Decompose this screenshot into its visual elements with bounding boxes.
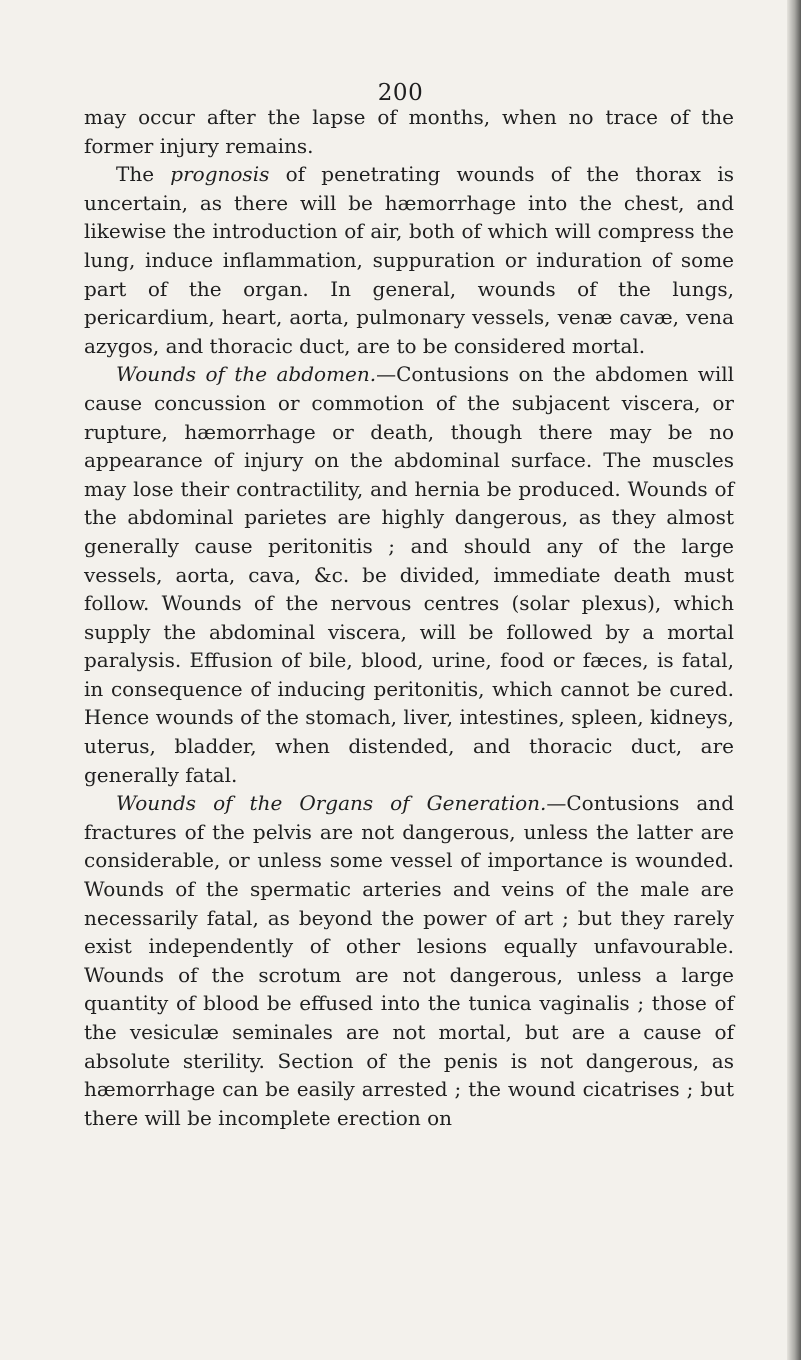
page-number: 200 <box>377 80 424 106</box>
paragraph-wounds-generation <box>84 789 734 1132</box>
paragraph-prognosis <box>84 160 734 360</box>
italic-term: prognosis <box>170 162 270 187</box>
paragraph-wounds-abdomen <box>84 360 734 789</box>
text-run: —Contusions on the abdomen will cause concussion or commotion of the subjacent viscera, or rupture, hæmorrhage or death, though there may be no appearance of injury on the abdominal surface. The muscles may lose their contractility, and hernia be produced. Wounds of the abdominal parietes are highly dangerous, as they almost generally cause peritonitis ; and should any of the large vessels, aorta, cava, &c. be divided, immediate death must follow. Wounds of the nervous centres (solar plexus), which supply the abdominal viscera, will be followed by a mortal paralysis. Effusion of bile, blood, urine, food or fæces, is fatal, in consequence of inducing peritonitis, which cannot be cured. Hence wounds of the stomach, liver, intestines, spleen, kidneys, uterus, bladder, when distended, and thoracic duct, are generally fatal. <box>84 362 735 787</box>
paragraph <box>84 103 734 160</box>
text-run: of penetrating wounds of the thorax is uncertain, as there will be hæmorrhage into the chest, and likewise the introduction of air, both of which will compress the lung, induce inflammation, suppuration or induration of some part of the organ. In general, wounds of the lungs, pericardium, heart, aorta, pulmonary vessels, venæ cavæ, vena azygos, and thoracic duct, are to be considered mortal. <box>84 162 734 358</box>
page-edge-shadow <box>787 0 801 1360</box>
section-heading-italic: Wounds of the Organs of Generation. <box>116 791 547 816</box>
text-run: The <box>116 162 171 187</box>
text-run: —Contusions and fractures of the pelvis are not dangerous, unless the latter are considerable, or unless some vessel of importance is wounded. Wounds of the spermatic arteries and veins of the male are necessarily fatal, as beyond the power of art ; but they rarely exist independently of other lesions equally unfavourable. Wounds of the scrotum are not dangerous, unless a large quantity of blood be effused into the tunica vaginalis ; those of the vesiculæ seminales are not mortal, but are a cause of absolute sterility. Section of the penis is not dangerous, as hæmorrhage can be easily arrested ; the wound cicatrises ; but there will be incomplete erection on <box>84 791 734 1130</box>
text-run: may occur after the lapse of months, when no trace of the former injury remains. <box>84 105 734 158</box>
body-text <box>84 103 734 1132</box>
section-heading-italic: Wounds of the abdomen. <box>116 362 377 387</box>
